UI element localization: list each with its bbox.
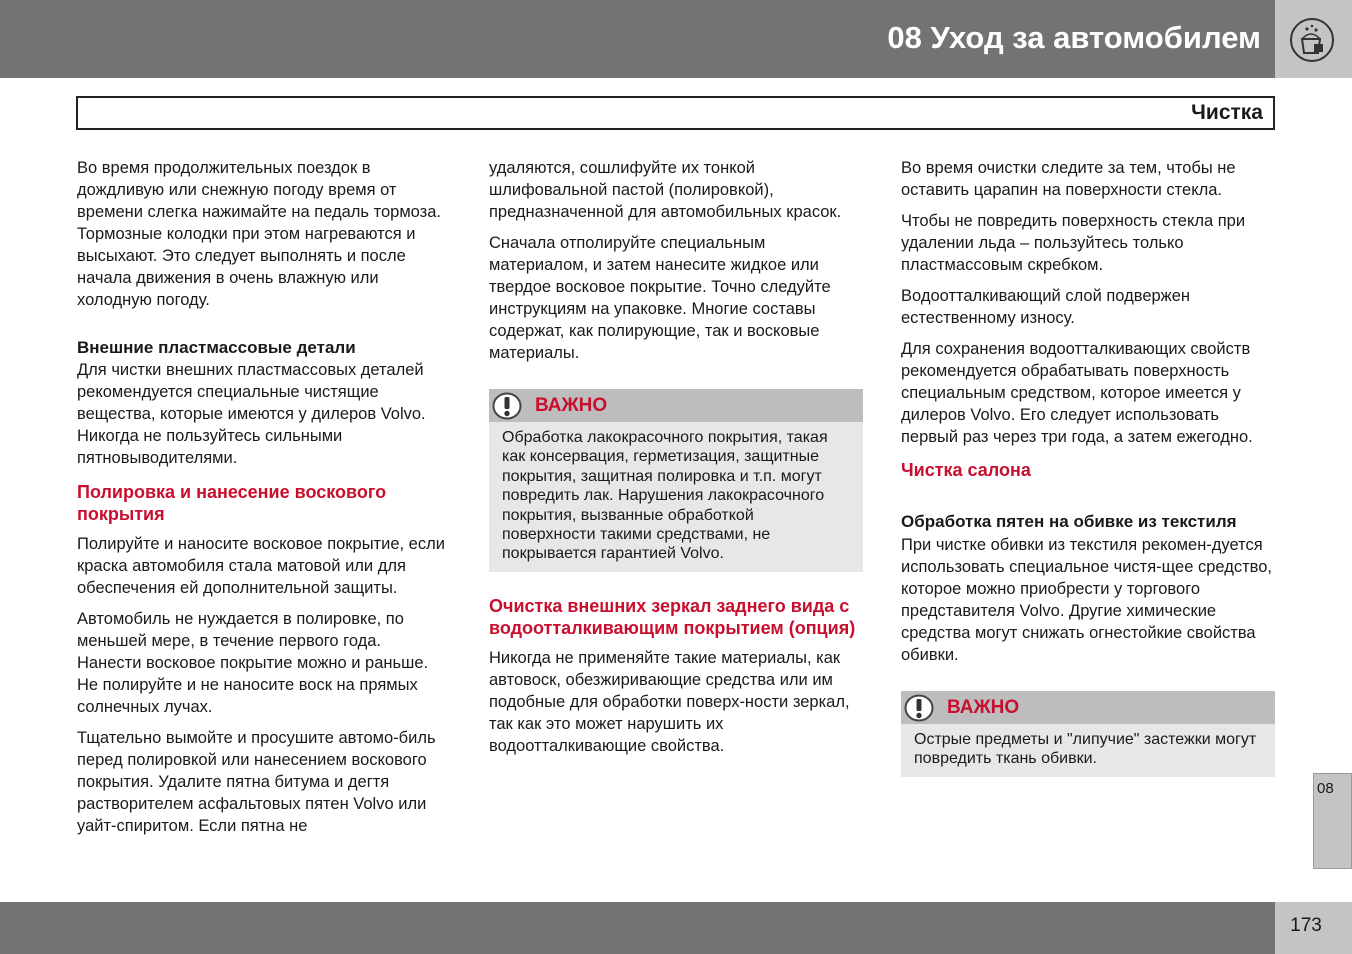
heading-polishing: Полировка и нанесение воскового покрытия — [77, 482, 387, 524]
section-header — [76, 96, 1275, 130]
heading-textile-stains: Обработка пятен на обивке из текстиля — [901, 512, 1237, 531]
warning-box-paint — [489, 389, 863, 572]
warning-text: Обработка лакокрасочного покрытия, такая как консервация, герметизация, защитные покрытия, защитная полировка и т.п. могут повредить лак. Нарушения лакокрасочного покрытия, вызванные обработкой поверхности такими средствами, не покрывается гарантией Volvo. — [502, 429, 828, 563]
paragraph-ice-scraper: Чтобы не повредить поверхность стекла при удалении льда – пользуйтесь только пластмассовым скребком. — [901, 212, 1246, 274]
warning-text: Острые предметы и "липучие" застежки могут повредить ткань обивки. — [914, 731, 1257, 768]
page-number-box — [1275, 902, 1352, 954]
paragraph-glass-scratches: Во время очистки следите за тем, чтобы не оставить царапин на поверхности стекла. — [901, 159, 1236, 199]
column-left — [77, 157, 449, 846]
paragraph-polishing-1: Полируйте и наносите восковое покрытие, если краска автомобиля стала матовой или для обеспечения ей дополнительной защиты. — [77, 535, 445, 597]
paragraph-plastic-parts: Для чистки внешних пластмассовых деталей рекомендуется специальные чистящие вещества, которые имеются у дилеров Volvo. Никогда не пользуйтесь сильными пятновыводителями. — [77, 361, 426, 467]
chapter-tab — [1313, 773, 1352, 869]
chapter-title: 08 Уход за автомобилем — [887, 20, 1261, 55]
heading-mirrors: Очистка внешних зеркал заднего вида с водоотталкивающим покрытием (опция) — [489, 595, 856, 638]
warning-box-upholstery — [901, 691, 1275, 777]
section-title: Чистка — [1191, 101, 1263, 124]
heading-interior-cleaning: Чистка салона — [901, 460, 1031, 480]
car-care-bucket-icon — [1289, 17, 1335, 63]
footer-bar — [0, 902, 1275, 954]
exclamation-icon — [492, 392, 522, 420]
paragraph-brakes: Во время продолжительных поездок в дождливую или снежную погоду время от времени слегка нажимайте на педаль тормоза. Тормозные колодки при этом нагреваются и высыхают. Это следует выполнять и после начала движения в очень влажную или холодную погоду. — [77, 159, 441, 309]
column-middle — [489, 157, 863, 766]
paragraph-textile-stains: При чистке обивки из текстиля рекомен-дуется использовать специальное чистя-щее средство, которое можно приобрести у торгового представителя Volvo. Другие химические средства могут снижать огнестойкие свойства обивки. — [901, 536, 1273, 664]
heading-plastic-parts: Внешние пластмассовые детали — [77, 338, 356, 357]
column-right — [901, 157, 1275, 777]
chapter-tab-label: 08 — [1317, 780, 1334, 797]
warning-label: ВАЖНО — [947, 697, 1020, 718]
paragraph-polishing-2: Автомобиль не нуждается в полировке, по меньшей мере, в течение первого года. Нанести восковое покрытие можно и раньше. Не полируйте и не наносите воск на прямых солнечных лучах. — [77, 610, 429, 716]
paragraph-coating-wear: Водоотталкивающий слой подвержен естественному износу. — [901, 287, 1191, 327]
warning-label: ВАЖНО — [535, 395, 608, 416]
paragraph-grinding: удаляются, сошлифуйте их тонкой шлифовальной пастой (полировкой), предназначенной для автомобильных красок. — [489, 159, 842, 221]
chapter-icon-box — [1275, 0, 1352, 78]
header-bar — [0, 0, 1275, 78]
paragraph-wax: Сначала отполируйте специальным материалом, и затем нанесите жидкое или твердое восковое покрытие. Точно следуйте инструкциям на упаковке. Многие составы содержат, как полирующие, так и восковые материалы. — [489, 234, 831, 362]
paragraph-coating-care: Для сохранения водоотталкивающих свойств рекомендуется обрабатывать поверхность специальным средством, которое имеется у дилеров Volvo. Его следует использовать первый раз через три года, а затем ежегодно. — [901, 340, 1253, 446]
warning-header — [489, 389, 863, 422]
page-number: 173 — [1290, 915, 1322, 936]
paragraph-mirrors: Никогда не применяйте такие материалы, как автовоск, обезжиривающие средства или им подобные для обработки поверх-ности зеркал, так как это может нарушить их водоотталкивающие свойства. — [489, 648, 850, 755]
warning-header — [901, 691, 1275, 724]
paragraph-polishing-3: Тщательно вымойте и просушите автомо-биль перед полировкой или нанесением воскового покрытия. Удалите пятна битума и дегтя растворителем асфальтовых пятен Volvo или уайт-спиритом. Если пятна не — [77, 729, 436, 835]
exclamation-icon — [904, 694, 934, 722]
